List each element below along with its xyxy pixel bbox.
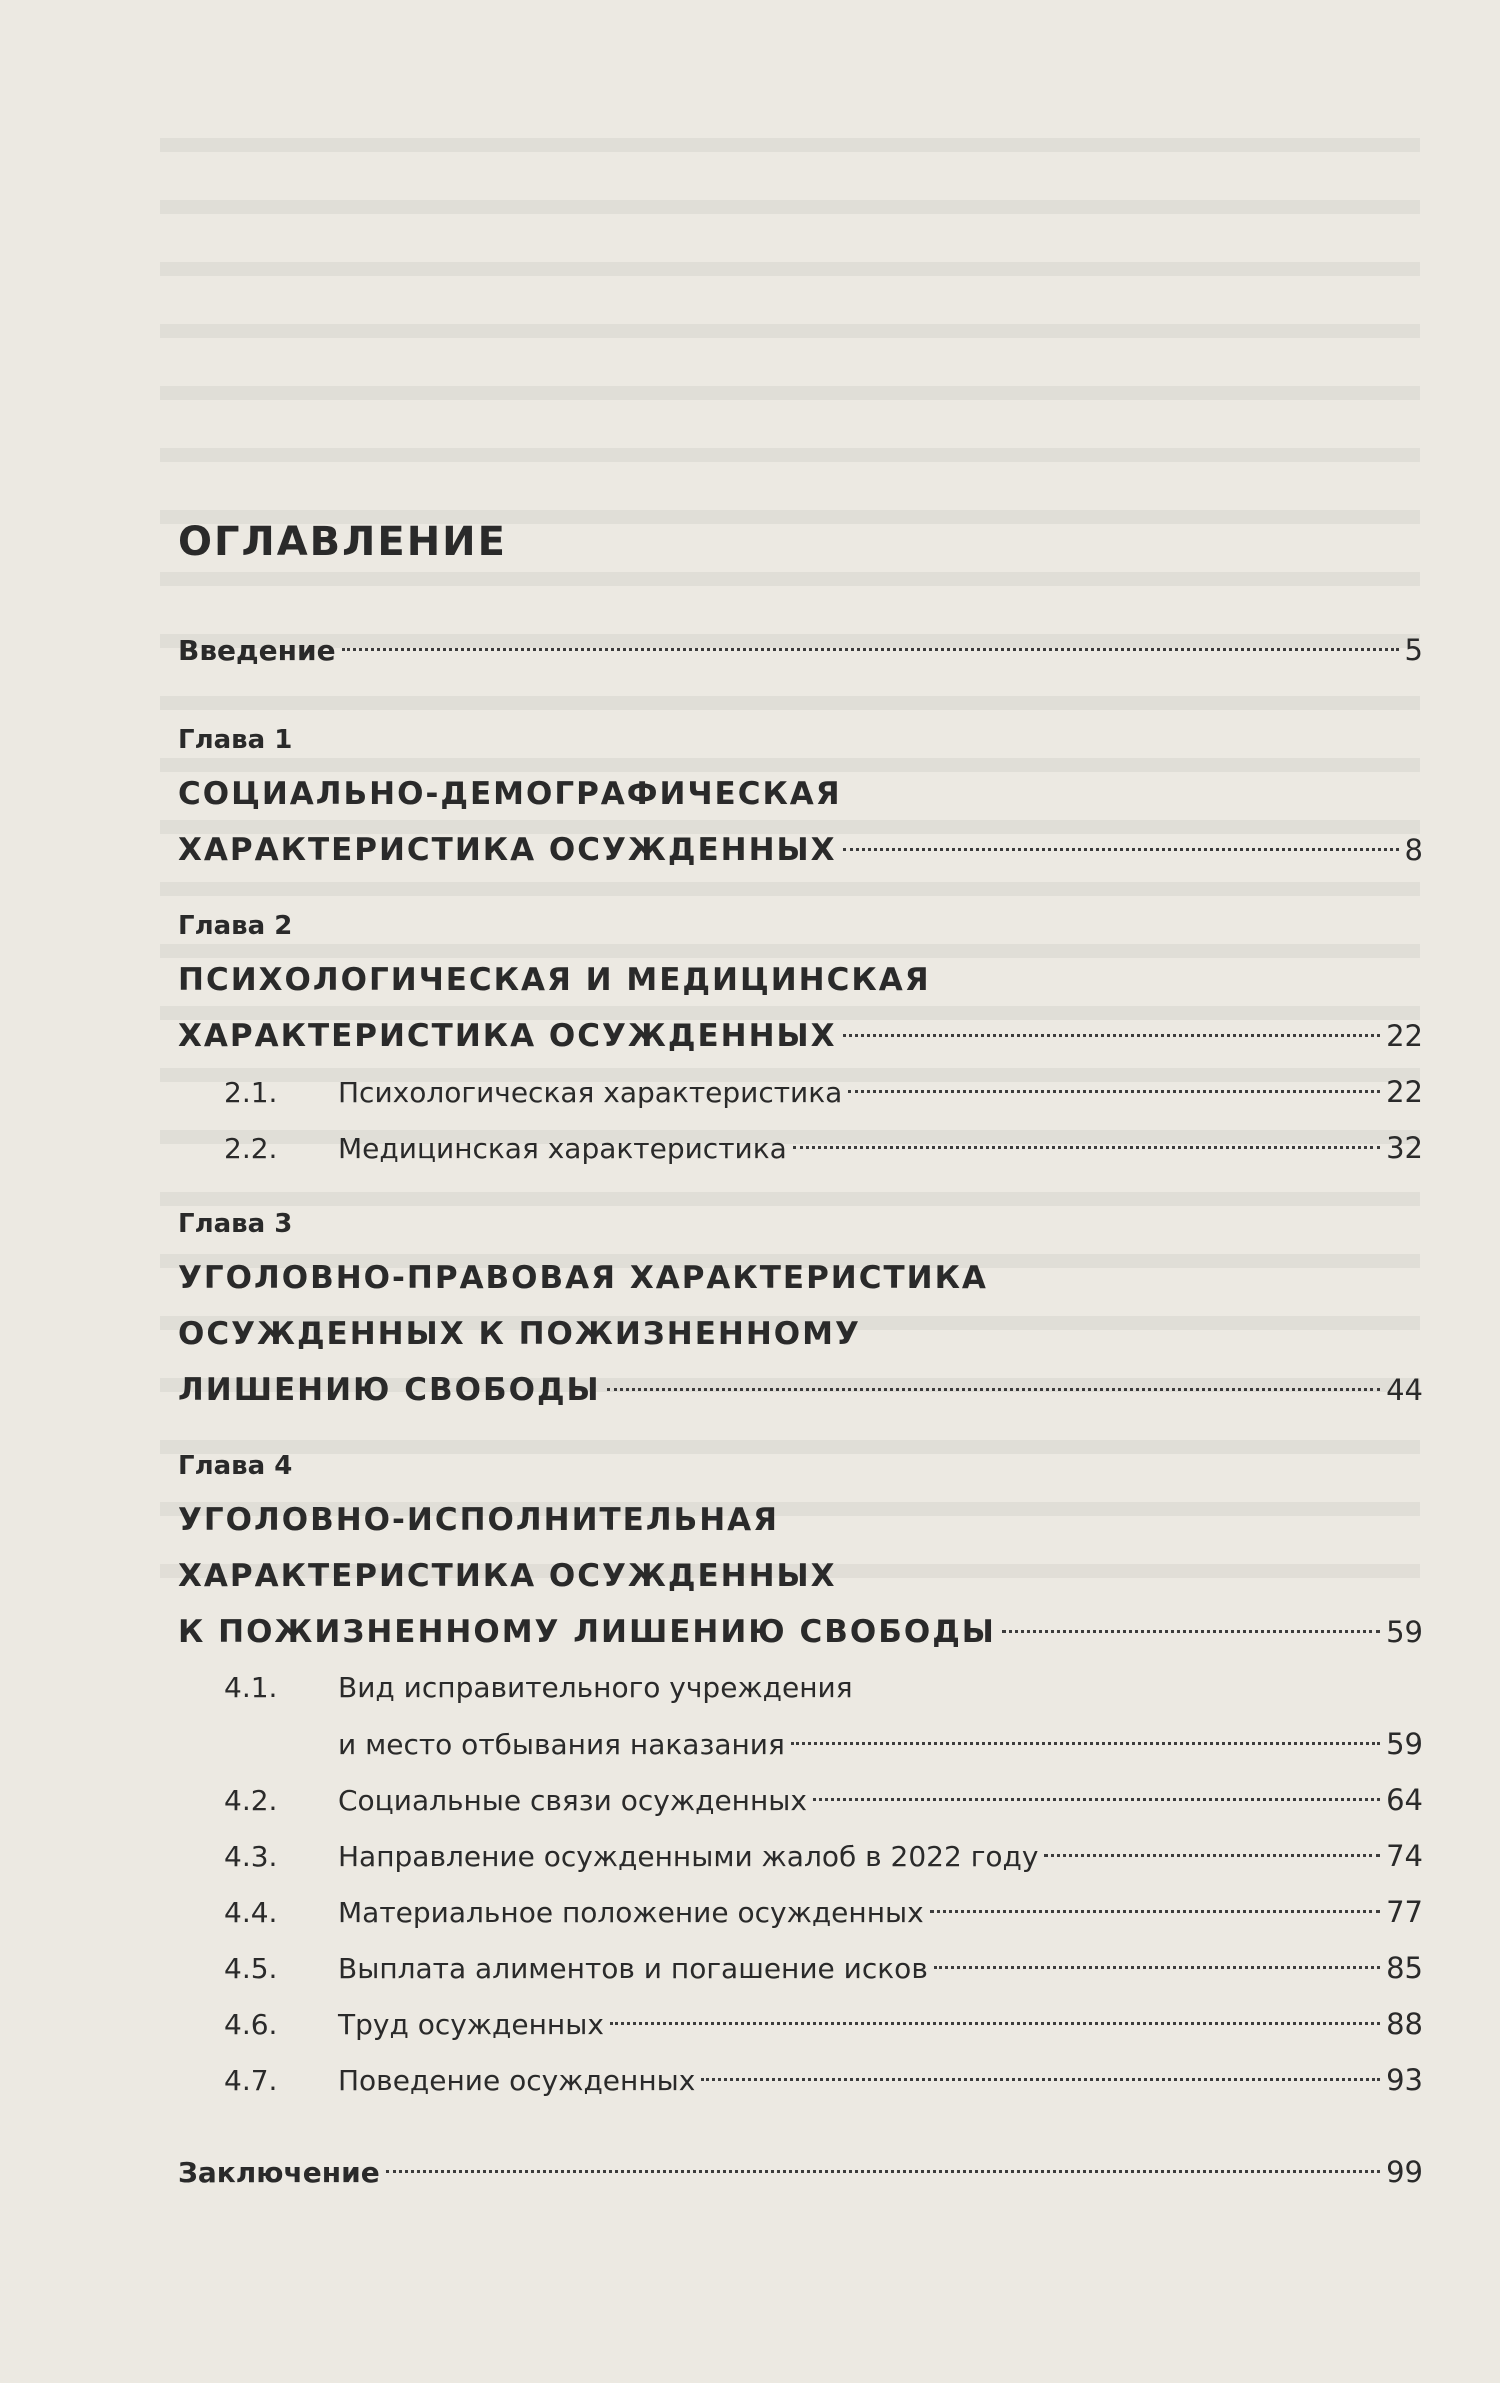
section-title: Направление осужденными жалоб в 2022 году — [338, 1840, 1039, 1873]
entry-label: Введение — [178, 634, 336, 667]
section-title: Вид исправительного учреждения — [338, 1671, 853, 1704]
toc-entry-section-4-2[interactable] — [178, 1772, 1423, 1828]
toc-entry-chapter-4[interactable] — [178, 1604, 1423, 1660]
section-title: Труд осужденных — [338, 2008, 604, 2041]
chapter-title-line: СОЦИАЛЬНО-ДЕМОГРАФИЧЕСКАЯ — [178, 776, 842, 812]
chapter-title-line: ХАРАКТЕРИСТИКА ОСУЖДЕННЫХ — [178, 832, 837, 868]
section-title: Психологическая характеристика — [338, 1076, 843, 1109]
chapter-title-line: К ПОЖИЗНЕННОМУ ЛИШЕНИЮ СВОБОДЫ — [178, 1614, 996, 1650]
dot-leader — [701, 2078, 1380, 2081]
dot-leader — [843, 848, 1399, 851]
chapter-title-line: ХАРАКТЕРИСТИКА ОСУЖДЕННЫХ — [178, 1558, 837, 1594]
section-number: 2.1. — [224, 1076, 278, 1109]
page-number: 64 — [1386, 1783, 1423, 1817]
dot-leader — [793, 1146, 1380, 1149]
chapter-title-line: УГОЛОВНО-ИСПОЛНИТЕЛЬНАЯ — [178, 1502, 780, 1538]
section-number: 4.7. — [224, 2064, 278, 2097]
page-number: 59 — [1386, 1727, 1423, 1761]
page-number: 77 — [1386, 1895, 1423, 1929]
chapter-title-line: ЛИШЕНИЮ СВОБОДЫ — [178, 1372, 601, 1408]
section-number: 4.5. — [224, 1952, 278, 1985]
toc-entry-section-4-4[interactable] — [178, 1884, 1423, 1940]
section-title: Поведение осужденных — [338, 2064, 696, 2097]
page-number: 99 — [1386, 2155, 1423, 2189]
section-number: 4.6. — [224, 2008, 278, 2041]
dot-leader — [934, 1966, 1380, 1969]
entry-label: Заключение — [178, 2156, 380, 2189]
dot-leader — [386, 2170, 1380, 2173]
chapter-label: Глава 4 — [178, 1451, 293, 1481]
section-number: 4.4. — [224, 1896, 278, 1929]
dot-leader — [607, 1388, 1380, 1391]
page-number: 85 — [1386, 1951, 1423, 1985]
page-number: 74 — [1386, 1839, 1423, 1873]
page-number: 88 — [1386, 2007, 1423, 2041]
dot-leader — [1044, 1854, 1380, 1857]
toc-entry-section-2-2[interactable] — [178, 1120, 1423, 1176]
page-number: 22 — [1386, 1019, 1423, 1053]
section-title: Материальное положение осужденных — [338, 1896, 924, 1929]
page-number: 59 — [1386, 1615, 1423, 1649]
section-title: Социальные связи осужденных — [338, 1784, 807, 1817]
chapter-label: Глава 3 — [178, 1209, 293, 1239]
toc-entry-intro[interactable] — [178, 622, 1423, 678]
toc-entry-section-4-5[interactable] — [178, 1940, 1423, 1996]
page-number: 32 — [1386, 1131, 1423, 1165]
toc-entry-section-4-1[interactable] — [178, 1716, 1423, 1772]
page-number: 8 — [1404, 833, 1423, 867]
chapter-title-line: ПСИХОЛОГИЧЕСКАЯ И МЕДИЦИНСКАЯ — [178, 962, 931, 998]
chapter-title-line: УГОЛОВНО-ПРАВОВАЯ ХАРАКТЕРИСТИКА — [178, 1260, 988, 1296]
section-number: 2.2. — [224, 1132, 278, 1165]
toc-entry-chapter-2[interactable] — [178, 1008, 1423, 1064]
table-of-contents — [178, 510, 1423, 2200]
dot-leader — [1002, 1630, 1380, 1633]
section-title: Выплата алиментов и погашение исков — [338, 1952, 928, 1985]
chapter-label: Глава 1 — [178, 725, 293, 755]
dot-leader — [843, 1034, 1381, 1037]
section-number: 4.1. — [224, 1671, 278, 1704]
toc-entry-section-4-6[interactable] — [178, 1996, 1423, 2052]
section-number: 4.2. — [224, 1784, 278, 1817]
chapter-title-line: ХАРАКТЕРИСТИКА ОСУЖДЕННЫХ — [178, 1018, 837, 1054]
toc-entry-section-4-3[interactable] — [178, 1828, 1423, 1884]
section-number: 4.3. — [224, 1840, 278, 1873]
dot-leader — [610, 2022, 1380, 2025]
section-title: Медицинская характеристика — [338, 1132, 787, 1165]
toc-entry-chapter-1[interactable] — [178, 822, 1423, 878]
dot-leader — [342, 648, 1399, 651]
dot-leader — [813, 1798, 1380, 1801]
dot-leader — [848, 1090, 1380, 1093]
chapter-title-line: ОСУЖДЕННЫХ К ПОЖИЗНЕННОМУ — [178, 1316, 861, 1352]
page-number: 44 — [1386, 1373, 1423, 1407]
page-number: 93 — [1386, 2063, 1423, 2097]
section-title-first-line — [178, 1660, 1423, 1716]
toc-entry-conclusion[interactable] — [178, 2144, 1423, 2200]
dot-leader — [791, 1742, 1380, 1745]
dot-leader — [930, 1910, 1380, 1913]
chapter-label: Глава 2 — [178, 911, 293, 941]
toc-entry-section-2-1[interactable] — [178, 1064, 1423, 1120]
toc-heading: ОГЛАВЛЕНИЕ — [178, 519, 507, 565]
section-title: и место отбывания наказания — [338, 1728, 785, 1761]
toc-entry-section-4-7[interactable] — [178, 2052, 1423, 2108]
page-number: 22 — [1386, 1075, 1423, 1109]
toc-entry-chapter-3[interactable] — [178, 1362, 1423, 1418]
page-number: 5 — [1404, 633, 1423, 667]
